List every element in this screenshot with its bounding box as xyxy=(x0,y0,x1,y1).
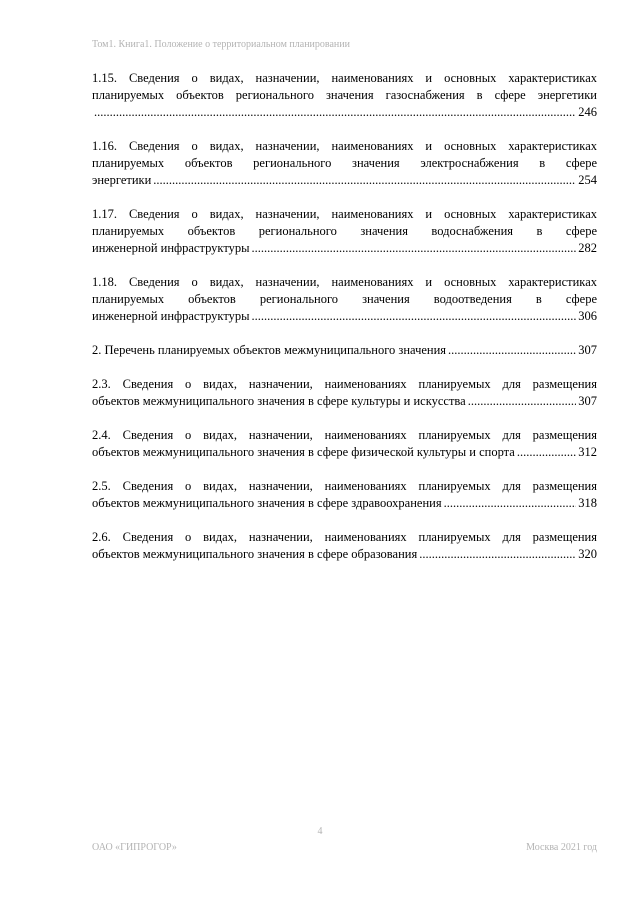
running-header: Том1. Книга1. Положение о территориальном планировании xyxy=(92,39,350,50)
toc-entry-title: 2. Перечень планируемых объектов межмуниципального значения xyxy=(92,343,447,357)
toc-page-number: 254 xyxy=(578,173,597,187)
toc-entry-title: 2.4. Сведения о видах, назначении, наименованиях планируемых для размещения xyxy=(92,428,597,442)
toc-entry xyxy=(92,478,597,512)
toc-page-number: 318 xyxy=(578,496,597,510)
toc-entry xyxy=(92,529,597,563)
leader-dots xyxy=(153,172,576,189)
toc-entry-title-end: объектов межмуниципального значения в сфере образования xyxy=(92,547,418,561)
toc-entry-title: 1.15. Сведения о видах, назначении, наименованиях и основных характеристиках планируемых объектов регионального значения газоснабжения в сфере энергетики xyxy=(92,71,597,102)
footer-page-number: 4 xyxy=(317,826,323,837)
toc-page-number: 307 xyxy=(578,343,597,357)
footer-organization: ОАО «ГИПРОГОР» xyxy=(92,842,177,853)
toc-entry xyxy=(92,70,597,121)
leader-dots xyxy=(419,546,576,563)
leader-dots xyxy=(94,104,576,121)
toc-entry-title-end: объектов межмуниципального значения в сфере здравоохранения xyxy=(92,496,442,510)
toc-page-number: 282 xyxy=(578,241,597,255)
toc-entry-title: 1.16. Сведения о видах, назначении, наименованиях и основных характеристиках планируемых объектов регионального значения электроснабжения в сфере xyxy=(92,139,597,170)
toc-entry xyxy=(92,427,597,461)
toc-page-number: 312 xyxy=(578,445,597,459)
leader-dots xyxy=(252,308,577,325)
leader-dots xyxy=(468,393,577,410)
toc-page-number: 320 xyxy=(578,547,597,561)
leader-dots xyxy=(252,240,577,257)
leader-dots xyxy=(517,444,576,461)
toc-entry-title-end: объектов межмуниципального значения в сфере культуры и искусства xyxy=(92,394,466,408)
toc-entry-title-end: объектов межмуниципального значения в сфере физической культуры и спорта xyxy=(92,445,515,459)
toc-entry xyxy=(92,206,597,257)
toc-page-number: 306 xyxy=(578,309,597,323)
toc-entry-title-end: инженерной инфраструктуры xyxy=(92,309,250,323)
table-of-contents xyxy=(92,70,597,580)
leader-dots xyxy=(448,342,576,359)
toc-entry-title: 1.17. Сведения о видах, назначении, наименованиях и основных характеристиках планируемых объектов регионального значения водоснабжения в сфере xyxy=(92,207,597,238)
footer-city-year: Москва 2021 год xyxy=(526,842,597,853)
toc-entry-title: 2.3. Сведения о видах, назначении, наименованиях планируемых для размещения xyxy=(92,377,597,391)
toc-page-number: 246 xyxy=(578,105,597,119)
toc-entry xyxy=(92,342,597,359)
toc-entry xyxy=(92,376,597,410)
toc-page-number: 307 xyxy=(578,394,597,408)
toc-entry-title-end: энергетики xyxy=(92,173,152,187)
toc-entry-title: 2.6. Сведения о видах, назначении, наименованиях планируемых для размещения xyxy=(92,530,597,544)
toc-entry-title-end: инженерной инфраструктуры xyxy=(92,241,250,255)
toc-entry xyxy=(92,138,597,189)
leader-dots xyxy=(444,495,577,512)
toc-entry-title: 2.5. Сведения о видах, назначении, наименованиях планируемых для размещения xyxy=(92,479,597,493)
toc-entry-title: 1.18. Сведения о видах, назначении, наименованиях и основных характеристиках планируемых объектов регионального значения водоотведения в сфере xyxy=(92,275,597,306)
toc-entry xyxy=(92,274,597,325)
